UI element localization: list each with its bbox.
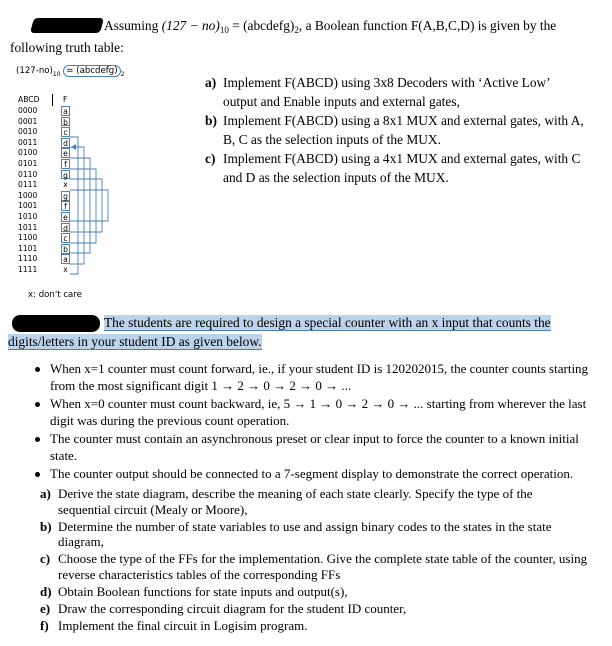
counter-task-item [40, 601, 588, 617]
task-item [205, 111, 587, 149]
truth-table-abcd-cell: 0010 [18, 127, 38, 137]
truth-table-eq-lhs: (127-no) [16, 66, 53, 76]
counter-task-label: e) [40, 601, 51, 617]
requirement-text: The counter must contain an asynchronous preset or clear input to force the counter to a known initial state. [50, 431, 579, 463]
requirement-bullets [28, 361, 590, 485]
requirement-bullet [28, 431, 590, 464]
task-text: Implement F(ABCD) using a 4x1 MUX and external gates, with C and D as the selection inputs of the MUX. [223, 151, 581, 185]
truth-table-f-cell: f [61, 201, 70, 211]
equation-lhs-base: 10 [219, 25, 229, 35]
truth-table-f-cell: x [63, 180, 68, 190]
truth-table-abcd-cell: 0101 [18, 158, 38, 168]
requirement-bullet [28, 396, 590, 429]
truth-table-abcd-cell: 0111 [18, 180, 38, 190]
truth-table-f-cell: c [61, 233, 70, 243]
counter-intro [8, 313, 590, 351]
bullet-dot-icon [35, 437, 40, 442]
truth-table-f-cell: a [61, 254, 70, 264]
truth-table-abcd-cell: 1101 [18, 243, 38, 253]
counter-task-label: c) [40, 551, 51, 567]
truth-table-eq-lhs-base: 10 [52, 71, 61, 78]
counter-task-text: Draw the corresponding circuit diagram for the student ID counter, [58, 601, 407, 617]
truth-table-eq-rhs-base: 2 [120, 71, 125, 78]
truth-table-abcd-cell: 1001 [18, 201, 38, 211]
requirement-bullet [28, 361, 590, 394]
requirement-bullet [28, 466, 590, 483]
truth-table-abcd-cell: 0011 [18, 137, 38, 147]
counter-task-text: Implement the final circuit in Logisim program. [58, 618, 308, 634]
task-label: b) [205, 113, 217, 128]
truth-table-f-cell: b [61, 117, 70, 127]
truth-table-f-cell: e [61, 212, 70, 222]
counter-intro-line-1 [8, 313, 590, 332]
dont-care-note: x: don't care [28, 290, 82, 300]
truth-table-abcd-cell: 0000 [18, 106, 38, 115]
task-list-part2 [40, 486, 588, 635]
counter-intro-text-1: The students are required to design a special counter with an x input that counts the [104, 315, 551, 330]
truth-table-f-cell: f [61, 159, 70, 169]
counter-task-label: b) [40, 518, 52, 534]
intro-line-2: following truth table: [10, 40, 124, 55]
counter-task-item [40, 584, 588, 600]
requirement-text: When x=0 counter must count backward, ie, 5 → 1 → 0 → 2 → 0 → ... starting from wherever the last digit was during the previous count operation. [50, 396, 587, 428]
counter-intro-text-2: digits/letters in your student ID as given below. [8, 334, 262, 349]
task-label: a) [205, 75, 217, 90]
intro-rest: , a Boolean function F(A,B,C,D) is given by the [298, 18, 557, 33]
counter-task-label: f) [40, 618, 49, 634]
truth-table-eq-rhs: = (abcdefg) [63, 65, 120, 77]
truth-table-f-cell: g [61, 170, 70, 180]
task-label: c) [205, 151, 216, 166]
truth-table-f-cell: x [63, 264, 68, 274]
counter-task-text: Determine the number of state variables to use and assign binary codes to the states in the state diagram, [58, 518, 552, 550]
truth-table-abcd-cell: 1111 [18, 264, 38, 274]
task-item [205, 73, 587, 111]
truth-table-header-f: F [63, 95, 68, 104]
counter-task-item [40, 486, 588, 517]
truth-table-f-cell: g [61, 191, 70, 201]
truth-table-f-cell: c [61, 127, 70, 137]
counter-task-text: Obtain Boolean functions for state inputs and output(s), [58, 584, 348, 600]
counter-task-item [40, 618, 588, 634]
counter-task-item [40, 551, 588, 582]
bullet-dot-icon [35, 472, 40, 477]
counter-intro-line-2 [8, 332, 590, 351]
truth-table-abcd-cell: 1100 [18, 233, 38, 243]
counter-task-label: a) [40, 486, 51, 501]
task-item [205, 149, 587, 187]
truth-table-f-cell: e [61, 148, 70, 158]
truth-table-abcd-cell: 0110 [18, 169, 38, 179]
truth-table-header-abcd: ABCD [18, 95, 40, 104]
equation-rhs: = (abcdefg) [232, 18, 295, 33]
truth-table-abcd-cell: 0100 [18, 148, 38, 158]
task-text: Implement F(ABCD) using 3x8 Decoders with ‘Active Low’ output and Enable inputs and external gates, [223, 75, 550, 109]
intro-line-1 [104, 16, 594, 35]
truth-table-figure [14, 64, 134, 304]
truth-table-abcd-cell: 1010 [18, 211, 38, 221]
truth-table-f-cell: d [61, 138, 70, 148]
truth-table-f-cell: a [61, 106, 70, 116]
requirement-text: The counter output should be connected to a 7-segment display to demonstrate the correct operation. [50, 466, 574, 481]
truth-table-abcd-cell: 1110 [18, 254, 38, 264]
truth-table-abcd-cell: 0001 [18, 116, 38, 126]
task-text: Implement F(ABCD) using a 8x1 MUX and external gates, with A, B, C as the selection inputs of the MUX. [223, 113, 584, 147]
counter-task-label: d) [40, 584, 52, 600]
task-list-part1 [205, 73, 587, 187]
counter-task-text: Choose the type of the FFs for the implementation. Give the complete state table of the counter, using reverse characteristics tables of the corresponding FFs [58, 551, 588, 582]
bullet-dot-icon [35, 367, 40, 372]
truth-table-f-cell: b [61, 244, 70, 254]
truth-table-abcd-cell: 1011 [18, 222, 38, 232]
counter-task-item [40, 519, 588, 550]
equation-lhs: (127 − no) [161, 18, 220, 33]
equation-rhs-base: 2 [294, 25, 299, 35]
redaction-mark-top [30, 18, 104, 33]
truth-table-f-cell: d [61, 223, 70, 233]
requirement-text: When x=1 counter must count forward, ie., if your student ID is 120202015, the counter counts starting from the most significant digit 1 → 2 → 0 → 2 → 0 → ... [50, 361, 589, 393]
truth-table-abcd-cell: 1000 [18, 190, 38, 200]
counter-task-text: Derive the state diagram, describe the meaning of each state clearly. Specify the type of the sequential circuit (Mealy or Moore), [58, 486, 533, 517]
bullet-dot-icon [35, 402, 40, 407]
intro-word: Assuming [104, 18, 159, 33]
